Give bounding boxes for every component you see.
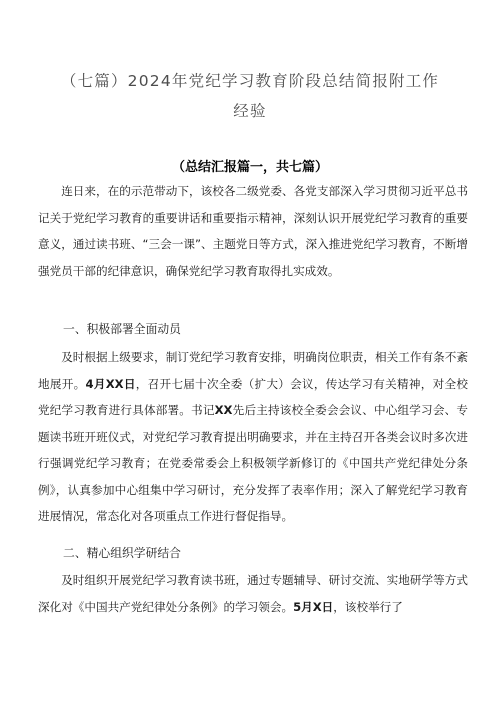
title-line-1: （七篇）2024年党纪学习教育阶段总结简报附工作 (60, 72, 440, 90)
section-heading-2: 二、精心组织学研结合 (63, 546, 181, 560)
para2-date: 4月XX日 (85, 376, 136, 391)
para2-text-a: 及时根据上级要求，制订党纪学习教育安排，明确岗位职责，相关工作有条不紊地展开。 (38, 350, 468, 391)
section-heading-1: 一、积极部署全面动员 (63, 322, 181, 336)
title-line-2: 经验 (233, 102, 267, 120)
document-title (40, 66, 460, 126)
paragraph-intro: 连日来，在的示范带动下，该校各二级党委、各党支部深入学习贯彻习近平总书记关于党纪学习教育的重要讲话和重要指示精神，深刻认识开展党纪学习教育的重要意义，通过读书班、“三会一课”、主题党日等方式，深入推进党纪学习教育，不断增强党员干部的纪律意识，确保党纪学习教育取得扎实成效。 (38, 184, 468, 278)
para3-text-a: 及时组织开展党纪学习教育读书班，通过专题辅导、研讨交流、实地研学等方式深化对《中国共产党纪律处分条例》的学习领会。 (38, 573, 468, 614)
para2-text-c: ，召开七届十次全委（扩大）会议，传达学习有关精神，对全校党纪学习教育进行具体部署。书记 (38, 376, 468, 417)
para3-text-c: ，该校举行了 (333, 599, 403, 614)
para2-name: XX (214, 403, 233, 417)
para2-text-e: 先后主持该校全委会会议、中心组学习会、专题读书班开班仪式，对党纪学习教育提出明确要求，并在主持召开各类会议时多次进行强调党纪学习教育；在党委常委会上积极领学新修订的《中国共产党纪律处分条例》，认真参加中心组集中学习研讨，充分发挥了表率作用；深入了解党纪学习教育进展情况，常态化对各项重点工作进行督促指导。 (38, 403, 468, 523)
paragraph-section-2 (38, 567, 468, 620)
summary-heading: （总结汇报篇一，共七篇） (171, 160, 328, 175)
paragraph-section-1 (38, 344, 468, 530)
para3-date: 5月X日 (293, 599, 334, 614)
